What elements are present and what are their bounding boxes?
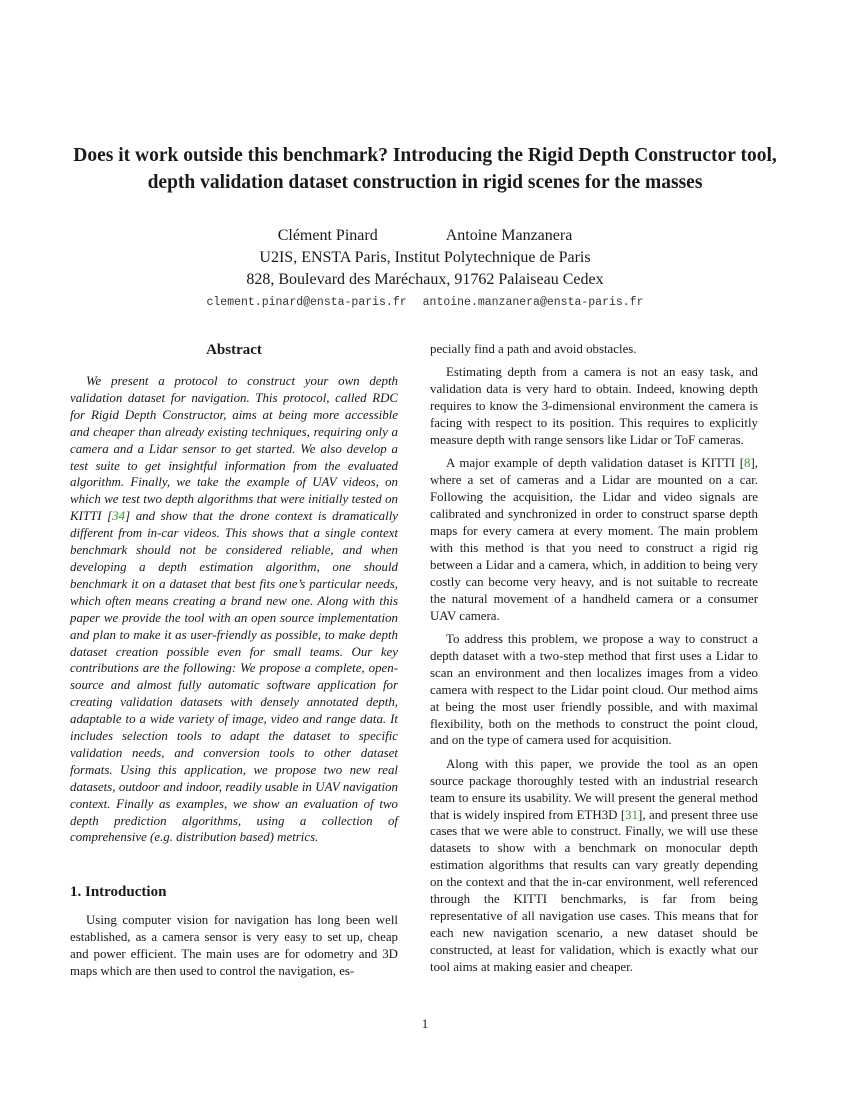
author-names	[0, 225, 850, 247]
author-block	[0, 225, 850, 313]
section-heading: 1. Introduction	[70, 884, 167, 901]
paragraph: A major example of depth validation dataset is KITTI [8], where a set of cameras and a Lidar are mounted on a car. Following the acquisition, the Lidar and video signals are calibrated and synchronized in order to construct sparse depth maps for every camera at every moment. The main problem with this method is that you need to construct a rigid rig between a Lidar and a camera, which, in addition to being very costly can become very heavy, and is not suitable to recreate the natural movement of a handheld camera or a consumer UAV camera.	[430, 456, 758, 623]
abstract-heading: Abstract	[206, 342, 262, 358]
affiliation: U2IS, ENSTA Paris, Institut Polytechnique de Paris	[259, 249, 591, 266]
left-column	[70, 340, 398, 987]
paragraph: Estimating depth from a camera is not an easy task, and validation data is very hard to obtain. Indeed, knowing depth requires to know the 3-dimensional environment the camera is facing with respect to its position. This requires to explicitly measure depth with range sensors like Lidar or ToF cameras.	[430, 365, 758, 448]
abstract-text: We present a protocol to construct your own depth validation dataset for navigation. This protocol, called RDC for Rigid Depth Constructor, aims at being more accessible and cheaper than already existing techniques, requiring only a camera and a Lidar sensor to get started. We also develop a test suite to get insightful information from the evaluated algorithm. Finally, we take the example of UAV videos, on which we test two depth algorithms that were initially tested on KITTI [34] and show that the drone context is dramatically different from in-car videos. This shows that a single context benchmark should not be considered reliable, and when developing a depth estimation algorithm, one should benchmark it on a dataset that best fits one’s particular needs, which often means creating a brand new one. Along with this paper we provide the tool with an open source implementation and plan to make it as user-friendly as possible, to make depth dataset creation possible even for small teams. Our key contributions are the following: We propose a complete, open-source and almost fully automatic software application for creating validation datasets with densely annotated depth, adaptable to a wide variety of image, video and range data. It includes selection tools to adapt the dataset to specific validation needs, and conversion tools to other dataset formats. Using this application, we propose two new real datasets, outdoor and indoor, readily usable in UAV navigation context. Finally as examples, we show an evaluation of two depth prediction algorithms, using a collection of comprehensive (e.g. distribution based) metrics.	[70, 374, 398, 845]
citation-link[interactable]: 34	[112, 509, 126, 524]
author-email: clement.pinard@ensta-paris.fr	[206, 296, 407, 309]
author-email: antoine.manzanera@ensta-paris.fr	[422, 296, 644, 309]
citation-link[interactable]: 31	[625, 807, 639, 822]
email-list	[0, 293, 850, 313]
paragraph: Along with this paper, we provide the tool as an open source package thoroughly tested with an industrial research team to ensure its usability. We will present the general method that is widely inspired from ETH3D [31], and present three use cases that we were able to construct. Finally, we will use these datasets to show with a benchmark on monocular depth estimation algorithms that results can vary greatly depending on the context and that the in-car environment, well referenced through the KITTI benchmarks, is far from being representative of all navigation use cases. This means that for each new navigation scenario, a new dataset should be constructed, at least for validation, which is exactly what our tool aims at making easier and cheaper.	[430, 756, 758, 974]
paragraph: Using computer vision for navigation has long been well established, as a camera sensor is very easy to set up, cheap and power efficient. The main uses are for odometry and 3D maps which are then used to control the navigation, es-	[70, 913, 398, 979]
author-name: Clément Pinard	[277, 227, 378, 244]
address: 828, Boulevard des Maréchaux, 91762 Palaiseau Cedex	[246, 271, 604, 288]
paragraph: To address this problem, we propose a way to construct a depth dataset with a two-step method that first uses a Lidar to scan an environment and then localizes images from a video camera with respect to the Lidar point cloud. Our method aims at being the most user friendly possible, and with maximal flexibility, both on the methods to construct the point cloud, and on the type of camera used for acquisition.	[430, 632, 758, 748]
right-column	[430, 341, 758, 982]
paragraph: pecially find a path and avoid obstacles.	[430, 342, 637, 356]
author-name: Antoine Manzanera	[445, 227, 573, 244]
paper-title: Does it work outside this benchmark? Introducing the Rigid Depth Constructor tool, depth validation dataset construction in rigid scenes for the masses	[73, 145, 777, 193]
page-number: 1	[421, 1016, 429, 1031]
citation-link[interactable]: 8	[744, 456, 751, 471]
